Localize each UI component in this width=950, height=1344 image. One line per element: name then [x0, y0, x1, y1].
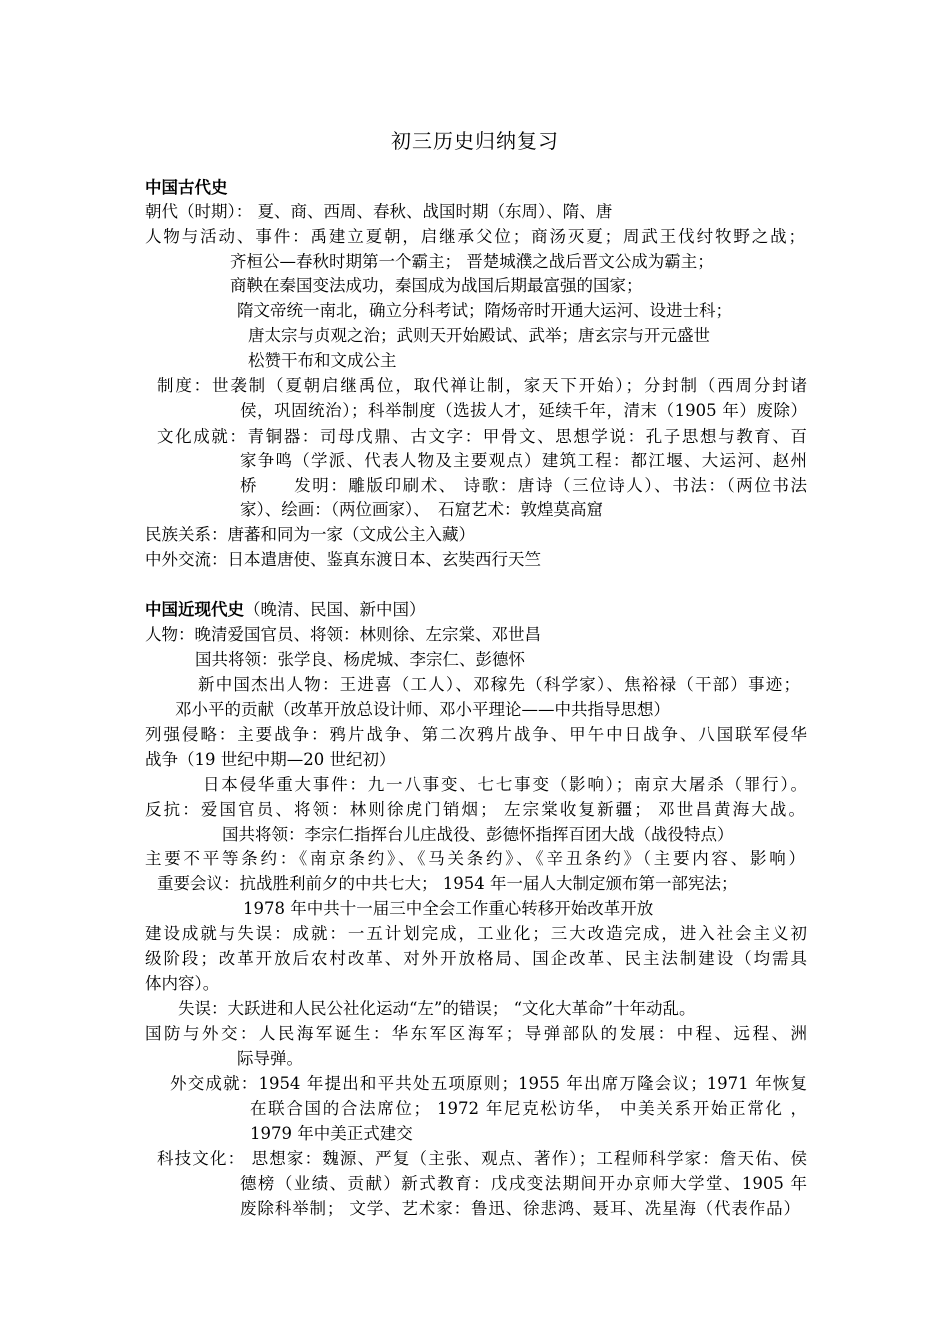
text-line: 文化成就：青铜器：司母戊鼎、古文字：甲骨文、思想学说：孔子思想与教育、百 [157, 427, 807, 446]
text-line: 重要会议：抗战胜利前夕的中共七大； 1954 年一届人大制定颁布第一部宪法； [157, 874, 738, 893]
section-heading-modern-subtitle: （晚清、民国、新中国） [244, 600, 426, 619]
text-line: 新中国杰出人物：王进喜（工人）、邓稼先（科学家）、焦裕禄（干部）事迹； [198, 675, 800, 694]
text-line: 体内容）。 [145, 974, 220, 993]
text-line: 商鞅在秦国变法成功，秦国成为战国后期最富强的国家； [230, 276, 643, 295]
text-line: 齐桓公—春秋时期第一个霸主； 晋楚城濮之战后晋文公成为霸主； [230, 252, 714, 271]
text-line: 1979 年中美正式建交 [250, 1124, 413, 1143]
text-line: 唐太宗与贞观之治；武则天开始殿试、武举；唐玄宗与开元盛世 [248, 326, 710, 345]
text-line: 战争（19 世纪中期—20 世纪初） [145, 750, 396, 769]
text-line: 际导弹。 [237, 1049, 303, 1068]
text-line: 隋文帝统一南北，确立分科考试；隋炀帝时开通大运河、设进士科； [237, 301, 732, 320]
text-line: 科技文化： 思想家：魏源、严复（主张、观点、著作）；工程师科学家：詹天佑、侯 [157, 1149, 807, 1168]
text-line: 朝代（时期）： 夏、商、西周、春秋、战国时期（东周）、隋、唐 [145, 202, 613, 221]
text-line: 中外交流：日本遣唐使、鉴真东渡日本、玄奘西行天竺 [145, 550, 541, 569]
text-line: 人物与活动、事件：禹建立夏朝，启继承父位；商汤灭夏；周武王伐纣牧野之战； [145, 227, 805, 246]
text-line: 家争鸣（学派、代表人物及主要观点）建筑工程：都江堰、大运河、赵州 [240, 451, 807, 470]
text-line: 日本侵华重大事件：九一八事变、七七事变（影响）；南京大屠杀（罪行）。 [203, 775, 807, 794]
text-line: 制度：世袭制（夏朝启继禹位，取代禅让制，家天下开始）；分封制（西周分封诸 [157, 376, 807, 395]
text-line: 失误：大跃进和人民公社化运动“左”的错误； “文化大革命”十年动乱。 [178, 999, 696, 1018]
section-heading-modern: 中国近现代史 [145, 600, 244, 619]
text-line: 桥 发明：雕版印刷术、 诗歌：唐诗（三位诗人）、书法：（两位书法 [240, 476, 807, 495]
text-line: 列强侵略：主要战争：鸦片战争、第二次鸦片战争、甲午中日战争、八国联军侵华 [145, 725, 807, 744]
text-line: 民族关系：唐蕃和同为一家（文成公主入藏） [145, 525, 475, 544]
text-line: 国共将领：张学良、杨虎城、李宗仁、彭德怀 [195, 650, 525, 669]
text-line: 主要不平等条约：《南京条约》、《马关条约》、《辛丑条约》（主要内容、影响） [145, 849, 805, 868]
text-line: 外交成就：1954 年提出和平共处五项原则；1955 年出席万隆会议；1971 年恢复 [170, 1074, 807, 1093]
text-line: 废除科举制； 文学、艺术家：鲁迅、徐悲鸿、聂耳、冼星海（代表作品） [240, 1199, 800, 1218]
text-line: 人物：晚清爱国官员、将领：林则徐、左宗棠、邓世昌 [145, 625, 541, 644]
text-line: 侯，巩固统治）；科举制度（选拔人才，延续千年，清末（1905 年）废除） [240, 401, 807, 420]
document-title: 初三历史归纳复习 [391, 129, 559, 153]
text-line: 家）、绘画：（两位画家）、 石窟艺术：敦煌莫高窟 [240, 500, 603, 519]
section-heading-ancient: 中国古代史 [145, 178, 228, 197]
text-line: 国共将领：李宗仁指挥台儿庄战役、彭德怀指挥百团大战（战役特点） [222, 825, 734, 844]
text-line: 邓小平的贡献（改革开放总设计师、邓小平理论——中共指导思想） [175, 700, 670, 719]
text-line: 1978 年中共十一届三中全会工作重心转移开始改革开放 [243, 899, 654, 918]
text-line: 松赞干布和文成公主 [248, 351, 397, 370]
text-line: 国防与外交：人民海军诞生：华东军区海军；导弹部队的发展：中程、远程、洲 [145, 1024, 807, 1043]
text-line: 建设成就与失误：成就：一五计划完成，工业化；三大改造完成，进入社会主义初 [145, 924, 807, 943]
text-line: 级阶段；改革开放后农村改革、对外开放格局、国企改革、民主法制建设（均需具 [145, 949, 807, 968]
text-line: 在联合国的合法席位； 1972 年尼克松访华， 中美关系开始正常化 ， [250, 1099, 807, 1118]
section-heading-modern-line [145, 598, 426, 622]
text-line: 德榜（业绩、贡献）新式教育：戊戌变法期间开办京师大学堂、1905 年 [240, 1174, 807, 1193]
text-line: 反抗：爱国官员、将领：林则徐虎门销烟； 左宗棠收复新疆； 邓世昌黄海大战。 [145, 800, 805, 819]
